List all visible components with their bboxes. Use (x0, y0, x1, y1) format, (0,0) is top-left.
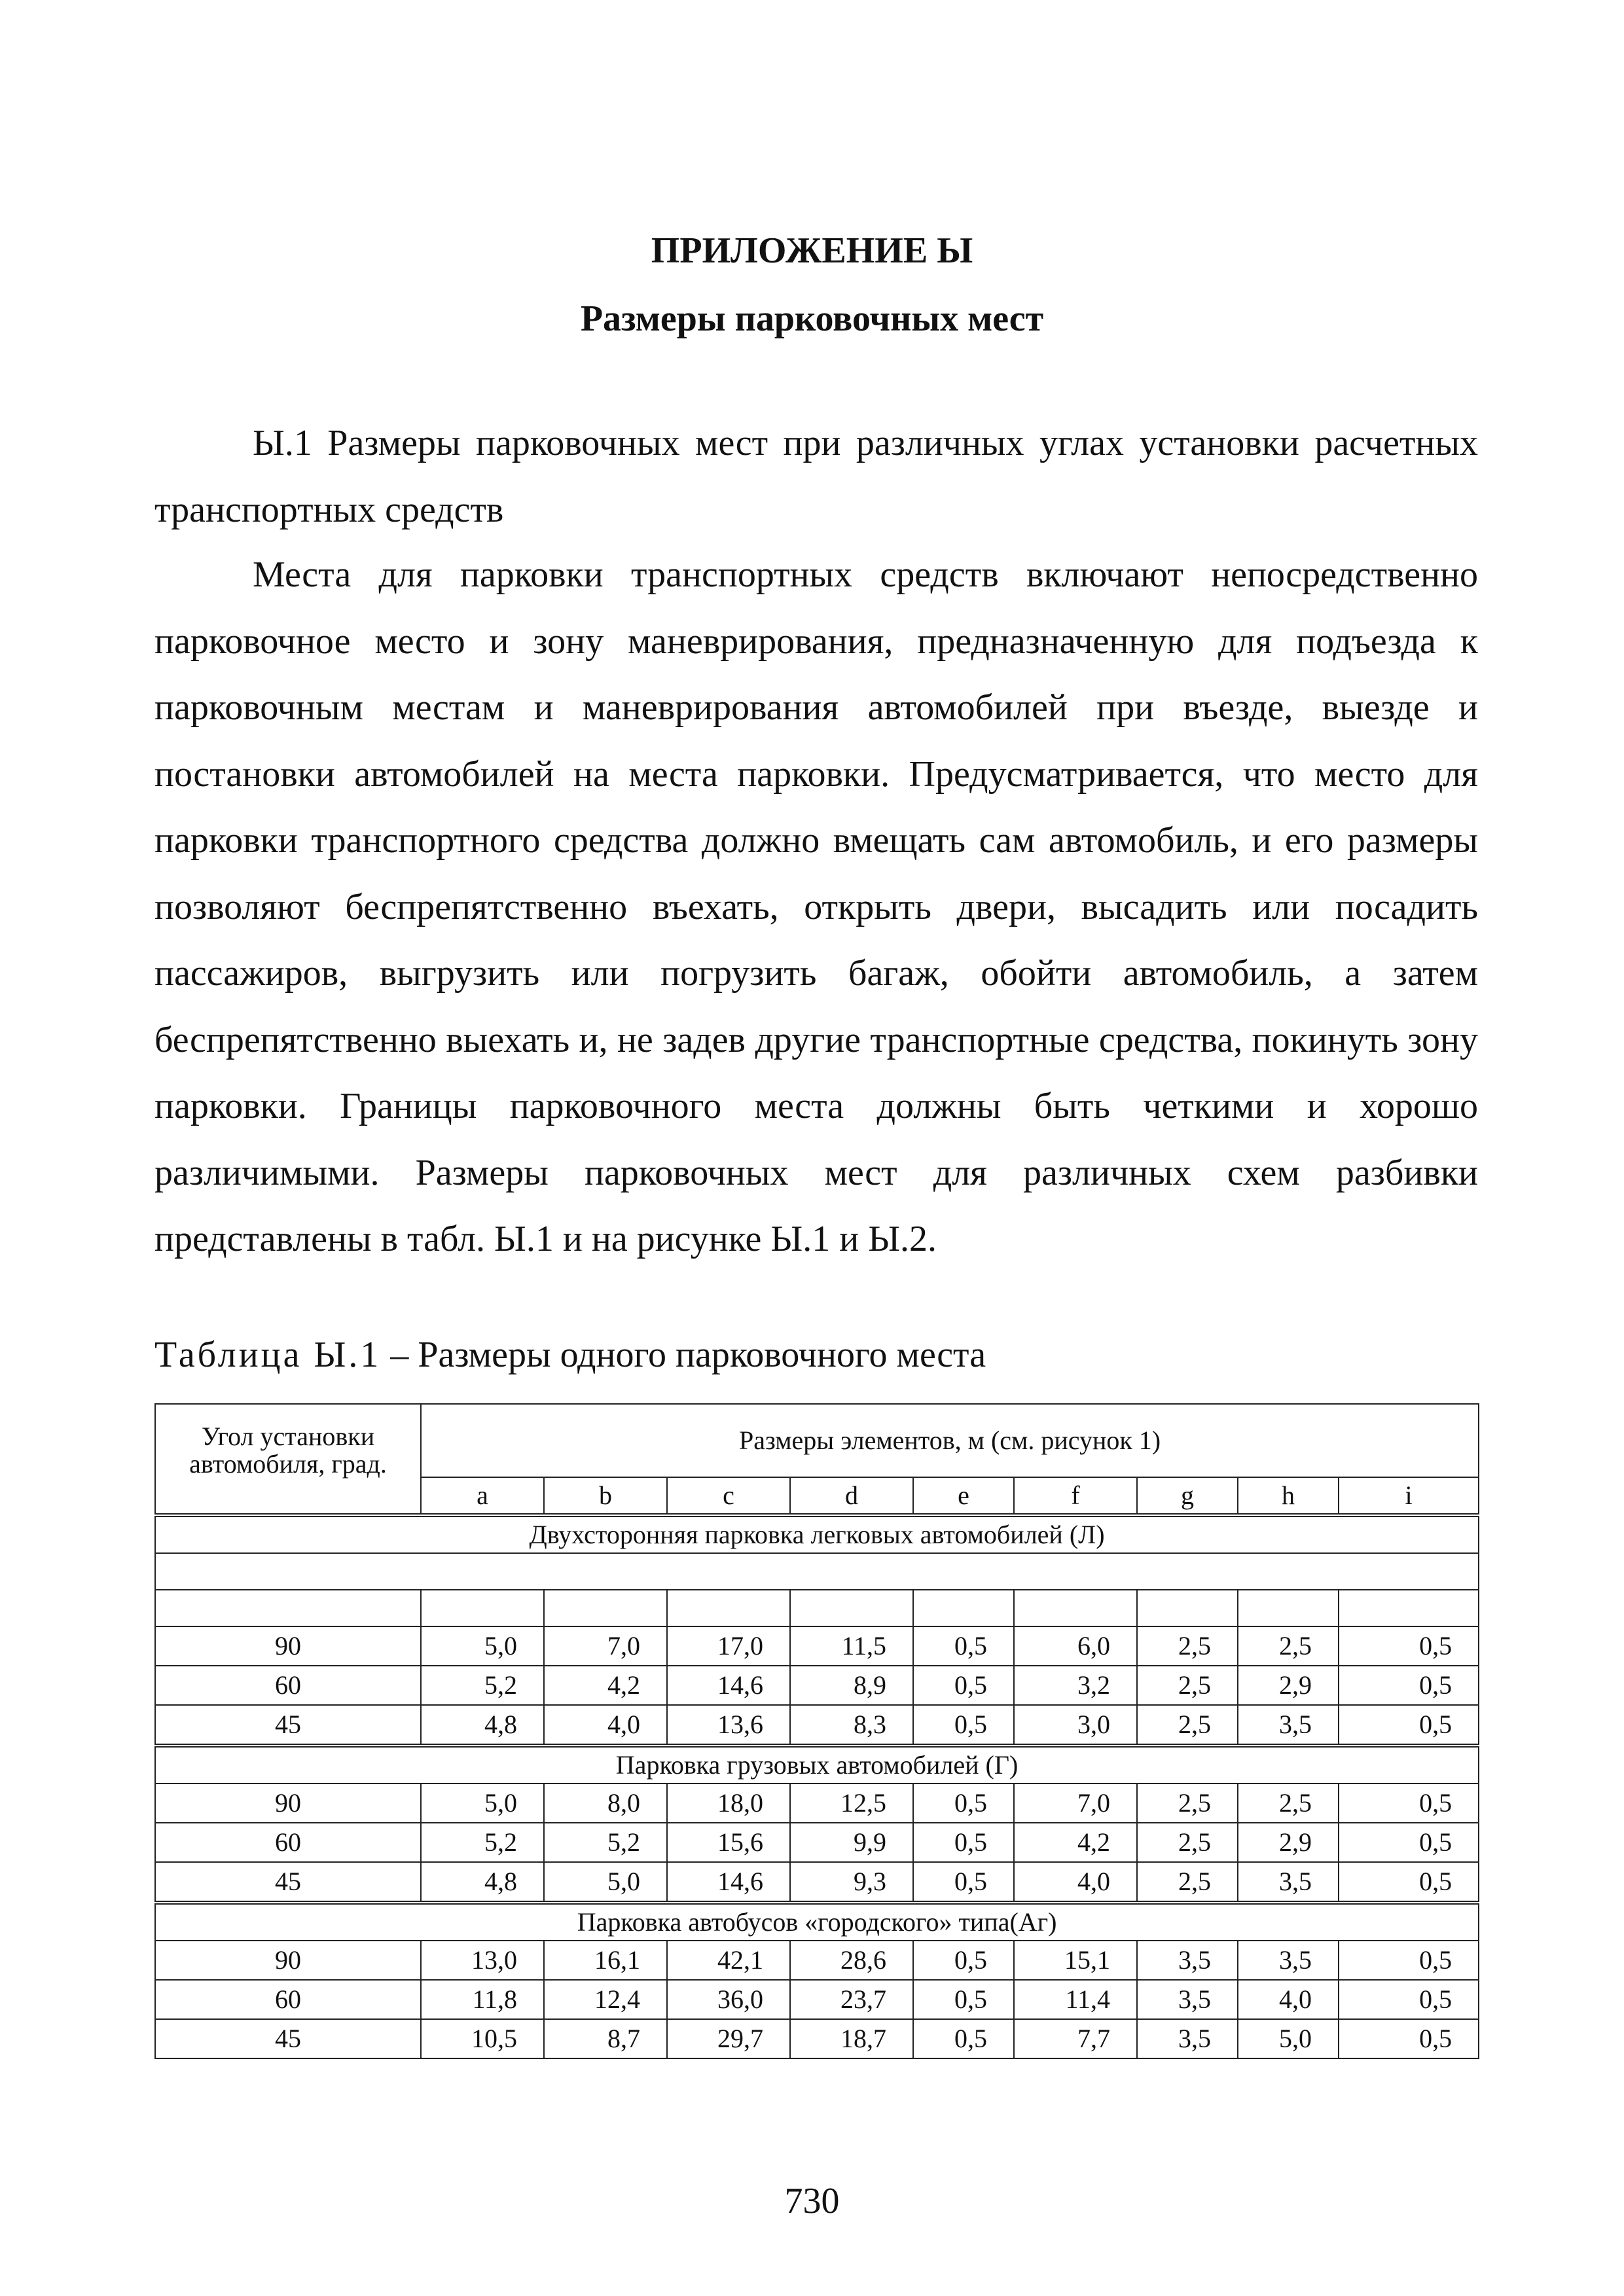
value-cell: 5,0 (1238, 2019, 1339, 2058)
value-cell: 2,9 (1238, 1666, 1339, 1705)
value-cell: 4,0 (1014, 1862, 1137, 1903)
value-cell: 2,5 (1238, 1784, 1339, 1823)
column-header: f (1014, 1477, 1137, 1515)
value-cell: 4,8 (421, 1705, 544, 1746)
value-cell: 42,1 (667, 1941, 790, 1980)
value-cell: 0,5 (1339, 1784, 1479, 1823)
angle-header: Угол установки автомобиля, град. (155, 1404, 421, 1515)
value-cell: 11,4 (1014, 1980, 1137, 2019)
value-cell: 2,5 (1238, 1626, 1339, 1666)
blank-cell (1238, 1590, 1339, 1626)
value-cell: 0,5 (1339, 1980, 1479, 2019)
value-cell: 0,5 (1339, 1823, 1479, 1862)
value-cell: 3,5 (1238, 1941, 1339, 1980)
value-cell: 29,7 (667, 2019, 790, 2058)
value-cell: 17,0 (667, 1626, 790, 1666)
section-row (155, 1515, 1479, 1553)
table-row (155, 1980, 1479, 2019)
value-cell: 4,2 (544, 1666, 667, 1705)
column-header: d (790, 1477, 913, 1515)
page-number: 730 (784, 2181, 840, 2221)
blank-cell (544, 1590, 667, 1626)
value-cell: 2,9 (1238, 1823, 1339, 1862)
value-cell: 8,0 (544, 1784, 667, 1823)
blank-cell (913, 1590, 1014, 1626)
value-cell: 7,0 (544, 1626, 667, 1666)
value-cell: 13,0 (421, 1941, 544, 1980)
appendix-subtitle: Размеры парковочных мест (580, 298, 1044, 339)
value-cell: 28,6 (790, 1941, 913, 1980)
table-row (155, 1823, 1479, 1862)
value-cell: 8,3 (790, 1705, 913, 1746)
angle-cell: 45 (155, 2019, 421, 2058)
value-cell: 0,5 (913, 1980, 1014, 2019)
angle-cell: 45 (155, 1862, 421, 1903)
blank-row (155, 1553, 1479, 1590)
value-cell: 0,5 (913, 1784, 1014, 1823)
value-cell: 0,5 (913, 1862, 1014, 1903)
value-cell: 15,1 (1014, 1941, 1137, 1980)
value-cell: 14,6 (667, 1666, 790, 1705)
column-header: g (1137, 1477, 1238, 1515)
column-header: e (913, 1477, 1014, 1515)
value-cell: 3,0 (1014, 1705, 1137, 1746)
blank-cell (421, 1590, 544, 1626)
column-header: c (667, 1477, 790, 1515)
blank-cell (790, 1590, 913, 1626)
blank-cell (155, 1553, 1479, 1590)
angle-cell: 60 (155, 1823, 421, 1862)
value-cell: 4,0 (1238, 1980, 1339, 2019)
angle-cell: 45 (155, 1705, 421, 1746)
value-cell: 2,5 (1137, 1862, 1238, 1903)
value-cell: 0,5 (913, 1823, 1014, 1862)
value-cell: 36,0 (667, 1980, 790, 2019)
angle-cell: 60 (155, 1666, 421, 1705)
value-cell: 13,6 (667, 1705, 790, 1746)
section-title: Двухсторонняя парковка легковых автомобилей (Л) (155, 1515, 1479, 1553)
value-cell: 0,5 (1339, 1705, 1479, 1746)
table-row (155, 1626, 1479, 1666)
section-title: Парковка грузовых автомобилей (Г) (155, 1746, 1479, 1784)
column-header: a (421, 1477, 544, 1515)
section-heading-paragraph: Ы.1 Размеры парковочных мест при различных углах установки расчетных транспортных средств (154, 423, 1478, 530)
value-cell: 0,5 (913, 1941, 1014, 1980)
value-cell: 5,2 (544, 1823, 667, 1862)
value-cell: 5,2 (421, 1823, 544, 1862)
value-cell: 0,5 (913, 1705, 1014, 1746)
value-cell: 8,9 (790, 1666, 913, 1705)
column-header: h (1238, 1477, 1339, 1515)
table-caption-label: Таблица Ы.1 (154, 1335, 382, 1375)
table-row (155, 1784, 1479, 1823)
value-cell: 3,5 (1137, 1980, 1238, 2019)
value-cell: 7,7 (1014, 2019, 1137, 2058)
blank-cell (1339, 1590, 1479, 1626)
value-cell: 0,5 (1339, 1666, 1479, 1705)
value-cell: 0,5 (913, 1626, 1014, 1666)
value-cell: 2,5 (1137, 1784, 1238, 1823)
value-cell: 3,5 (1238, 1705, 1339, 1746)
value-cell: 8,7 (544, 2019, 667, 2058)
value-cell: 0,5 (1339, 1862, 1479, 1903)
value-cell: 6,0 (1014, 1626, 1137, 1666)
parking-sizes-table (154, 1403, 1479, 2059)
blank-cell (1137, 1590, 1238, 1626)
value-cell: 9,3 (790, 1862, 913, 1903)
value-cell: 5,0 (421, 1784, 544, 1823)
value-cell: 0,5 (913, 2019, 1014, 2058)
value-cell: 15,6 (667, 1823, 790, 1862)
value-cell: 3,2 (1014, 1666, 1137, 1705)
blank-cell (155, 1590, 421, 1626)
blank-cell (667, 1590, 790, 1626)
value-cell: 5,2 (421, 1666, 544, 1705)
body-paragraph: Места для парковки транспортных средств включают непосредственно парковочное место и зону маневрирования, предназначенную для подъезда к парковочным местам и маневрирования автомобилей при въезде, выезде и постановки автомобилей на места парковки. Предусматривается, что место для парковки транспортного средства должно вмещать сам автомобиль, и его размеры позволяют беспрепятственно въехать, открыть двери, высадить или посадить пассажиров, выгрузить или погрузить багаж, обойти автомобиль, а затем беспрепятственно выехать и, не задев другие транспортные средства, покинуть зону парковки. Границы парковочного места должны быть четкими и хорошо различимыми. Размеры парковочных мест для различных схем разбивки представлены в табл. Ы.1 и на рисунке Ы.1 и Ы.2. (154, 554, 1478, 1259)
value-cell: 14,6 (667, 1862, 790, 1903)
section-row (155, 1746, 1479, 1784)
blank-row (155, 1590, 1479, 1626)
value-cell: 10,5 (421, 2019, 544, 2058)
value-cell: 2,5 (1137, 1705, 1238, 1746)
value-cell: 5,0 (421, 1626, 544, 1666)
angle-cell: 90 (155, 1784, 421, 1823)
value-cell: 2,5 (1137, 1823, 1238, 1862)
value-cell: 7,0 (1014, 1784, 1137, 1823)
value-cell: 11,8 (421, 1980, 544, 2019)
value-cell: 12,5 (790, 1784, 913, 1823)
angle-cell: 60 (155, 1980, 421, 2019)
value-cell: 18,7 (790, 2019, 913, 2058)
value-cell: 12,4 (544, 1980, 667, 2019)
value-cell: 11,5 (790, 1626, 913, 1666)
dims-header: Размеры элементов, м (см. рисунок 1) (421, 1404, 1479, 1477)
table-row (155, 1666, 1479, 1705)
section-row (155, 1903, 1479, 1941)
column-header: i (1339, 1477, 1479, 1515)
value-cell: 18,0 (667, 1784, 790, 1823)
value-cell: 4,0 (544, 1705, 667, 1746)
angle-cell: 90 (155, 1626, 421, 1666)
table-caption (154, 1332, 986, 1378)
value-cell: 9,9 (790, 1823, 913, 1862)
appendix-title: ПРИЛОЖЕНИЕ Ы (651, 230, 973, 271)
value-cell: 5,0 (544, 1862, 667, 1903)
section-title: Парковка автобусов «городского» типа(Аг) (155, 1903, 1479, 1941)
table-row (155, 2019, 1479, 2058)
value-cell: 4,8 (421, 1862, 544, 1903)
table-row (155, 1862, 1479, 1903)
table-caption-text: – Размеры одного парковочного места (381, 1335, 986, 1375)
value-cell: 3,5 (1137, 2019, 1238, 2058)
value-cell: 4,2 (1014, 1823, 1137, 1862)
column-header: b (544, 1477, 667, 1515)
table-row (155, 1705, 1479, 1746)
table-row (155, 1941, 1479, 1980)
angle-cell: 90 (155, 1941, 421, 1980)
value-cell: 0,5 (913, 1666, 1014, 1705)
value-cell: 3,5 (1137, 1941, 1238, 1980)
value-cell: 0,5 (1339, 1626, 1479, 1666)
blank-cell (1014, 1590, 1137, 1626)
value-cell: 23,7 (790, 1980, 913, 2019)
value-cell: 3,5 (1238, 1862, 1339, 1903)
value-cell: 16,1 (544, 1941, 667, 1980)
value-cell: 2,5 (1137, 1666, 1238, 1705)
value-cell: 0,5 (1339, 1941, 1479, 1980)
value-cell: 0,5 (1339, 2019, 1479, 2058)
value-cell: 2,5 (1137, 1626, 1238, 1666)
